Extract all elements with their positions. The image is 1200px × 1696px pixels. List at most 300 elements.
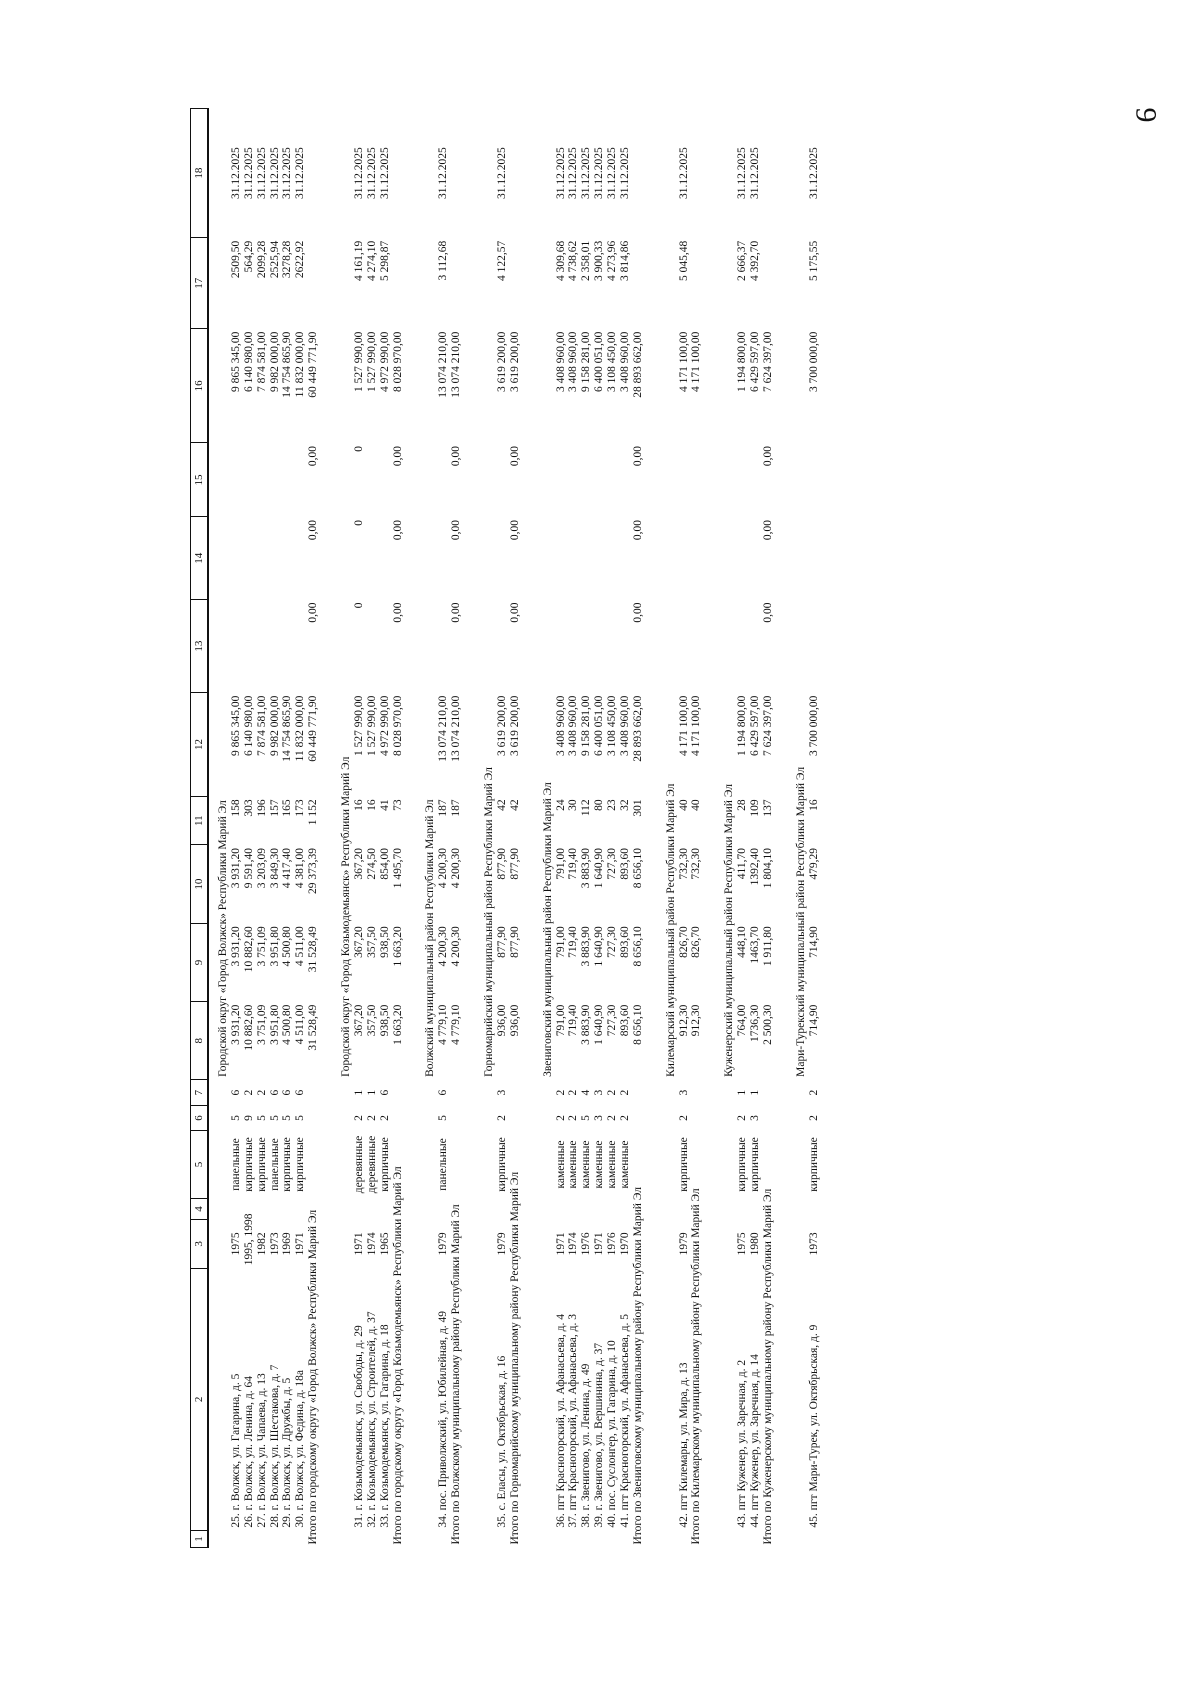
cell-col-2: 30. г. Волжск, ул. Федина, д. 18а: [294, 1369, 307, 1528]
cell-col-2: 41. пгт Красногорский, ул. Афанасьева, д. 5: [618, 1313, 631, 1528]
cell-col-13: [379, 600, 392, 693]
cell-col-5: кирпичные: [281, 1137, 294, 1192]
cell-col-2: 42. пгт Килемары, ул. Мира, д. 13: [677, 1362, 690, 1528]
cell-col-14: [230, 517, 243, 600]
cell-col-1: [281, 1531, 294, 1548]
cell-col-4: [567, 1198, 580, 1219]
cell-col-15: [555, 443, 568, 517]
cell-col-14: [281, 517, 294, 600]
cell-col-7: 3: [677, 1089, 690, 1096]
cell-col-11: 165: [281, 799, 294, 817]
cell-col-16: 9 982 000,00: [268, 331, 281, 393]
section-title: Звениговский муниципальный район Республики Марий Эл: [541, 782, 554, 1077]
cell-col-4: [379, 1198, 392, 1219]
cell-col-16: 8 028 970,00: [391, 331, 404, 393]
cell-col-6: 2: [677, 1115, 690, 1121]
cell-col-9: 3 751,09: [255, 926, 268, 967]
cell-col-14: [294, 517, 307, 600]
cell-col-6: 5: [268, 1115, 281, 1121]
cell-col-11: 28: [736, 799, 749, 811]
cell-col-11: 42: [508, 799, 521, 811]
cell-col-5: каменные: [593, 1140, 606, 1189]
cell-col-15: [243, 443, 256, 517]
cell-col-12: 14 754 865,90: [281, 695, 294, 762]
cell-col-12: 11 832 000,00: [294, 695, 307, 762]
cell-col-13: [294, 600, 307, 693]
cell-col-11: 16: [807, 799, 820, 811]
cell-col-5: каменные: [567, 1140, 580, 1189]
cell-col-9: 791,00: [554, 926, 567, 958]
cell-col-13: 0,00: [450, 602, 463, 623]
cell-col-5: панельные: [229, 1138, 242, 1191]
cell-col-1: [567, 1531, 580, 1548]
cell-col-5: каменные: [554, 1140, 567, 1189]
cell-col-3: 1980: [749, 1232, 761, 1256]
cell-col-10: 1 804,10: [761, 847, 774, 889]
column-header-5: 5: [191, 1131, 209, 1199]
cell-col-9: 1 911,80: [761, 926, 774, 967]
cell-col-9: 4 500,80: [281, 926, 294, 967]
cell-col-1: [243, 1531, 256, 1548]
cell-col-13: [437, 600, 450, 693]
cell-col-11: 1 152: [307, 799, 320, 826]
subtotal-label: Итого по Волжскому муниципальному району Республики Марий Эл: [450, 1204, 463, 1545]
column-header-12: 12: [191, 693, 209, 797]
cell-col-13: [736, 600, 749, 693]
cell-col-9: 877,90: [508, 926, 521, 958]
cell-col-12: 8 028 970,00: [391, 695, 404, 756]
cell-col-10: 4 417,40: [281, 847, 294, 889]
cell-col-11: 112: [580, 799, 593, 817]
section-title: Городской округ «Город Козьмодемьянск» Республики Марий Эл: [340, 756, 352, 1077]
cell-col-11: 40: [690, 799, 703, 811]
cell-col-6: 2: [352, 1115, 365, 1121]
cell-col-12: 9 982 000,00: [268, 695, 281, 756]
cell-col-14: [555, 517, 568, 600]
section-header-row: [715, 109, 736, 1548]
table-row: [230, 109, 243, 1548]
cell-col-5: кирпичные: [294, 1137, 307, 1192]
cell-col-13: 0,00: [391, 602, 404, 623]
cell-col-8: 3 931,20: [229, 1004, 242, 1045]
cell-col-15: [256, 443, 269, 517]
cell-col-12: 6 140 980,00: [242, 695, 255, 756]
cell-col-17: [450, 238, 475, 329]
column-header-14: 14: [191, 517, 209, 600]
cell-col-16: 4 171 100,00: [677, 331, 690, 393]
cell-col-15: [281, 443, 294, 517]
cell-col-2: 31. г. Козьмодемьянск, ул. Свободы, д. 29: [352, 1325, 365, 1528]
cell-col-15: [606, 443, 619, 517]
table-row: [580, 109, 593, 1548]
cell-col-15: 0,00: [631, 445, 644, 467]
cell-col-3: 1974: [567, 1232, 580, 1256]
cell-col-7: 4: [580, 1089, 593, 1096]
cell-col-10: 411,70: [736, 847, 749, 880]
cell-col-1: [366, 1531, 379, 1548]
subtotal-label: Итого по городскому округу «Город Козьмодемьянск» Республики Марий Эл: [391, 1166, 404, 1545]
cell-col-14: [678, 517, 691, 600]
cell-col-18: 31.12.2025: [618, 147, 631, 199]
cell-col-15: [593, 443, 606, 517]
cell-col-12: 9 158 281,00: [580, 695, 593, 756]
cell-col-15: [379, 443, 392, 517]
column-header-16: 16: [191, 329, 209, 443]
cell-col-14: [690, 517, 715, 600]
cell-col-5: кирпичные: [736, 1137, 749, 1192]
cell-col-5: панельные: [268, 1138, 281, 1191]
cell-col-6: 2: [606, 1115, 618, 1121]
cell-col-3: 1979: [677, 1232, 690, 1256]
cell-col-10: 727,30: [606, 847, 618, 880]
cell-col-8: 791,00: [554, 1004, 567, 1037]
cell-col-2: 45. пгт Мари-Турек, ул. Октябрьская, д. 9: [807, 1324, 820, 1528]
cell-col-12: 3 408 960,00: [567, 695, 580, 756]
cell-col-16: 4 972 990,00: [378, 331, 391, 393]
table-row: [496, 109, 509, 1548]
cell-col-3: 1975: [229, 1232, 242, 1256]
cell-col-12: 7 874 581,00: [255, 695, 268, 756]
cell-col-3: 1971: [352, 1232, 365, 1256]
cell-col-9: 714,90: [807, 926, 820, 958]
cell-col-14: 0,00: [307, 520, 320, 541]
cell-col-16: 3 619 200,00: [495, 331, 508, 393]
cell-col-13: [678, 600, 691, 693]
cell-col-16: 9 158 281,00: [580, 331, 593, 393]
cell-col-17: 2 358,01: [580, 240, 593, 281]
cell-col-18: [509, 109, 534, 238]
cell-col-5: кирпичные: [242, 1137, 255, 1192]
section-title: Куженерский муниципальный район Республики Марий Эл: [723, 783, 736, 1077]
cell-col-4: [294, 1198, 307, 1219]
cell-col-18: [392, 109, 417, 238]
cell-col-4: [269, 1198, 282, 1219]
cell-col-9: 719,40: [567, 926, 580, 958]
cell-col-7: 1: [365, 1089, 378, 1096]
cell-col-7: 1: [352, 1089, 365, 1096]
subtotal-row: [509, 109, 534, 1548]
cell-col-10: 3 931,20: [229, 847, 242, 889]
section-header-row: [332, 109, 353, 1548]
cell-col-5: кирпичные: [255, 1137, 268, 1192]
cell-col-5: кирпичные: [749, 1137, 761, 1192]
cell-col-5: каменные: [580, 1140, 593, 1189]
cell-col-6: 5: [437, 1115, 450, 1121]
cell-col-15: [294, 443, 307, 517]
cell-col-6: 5: [281, 1115, 294, 1121]
cell-col-4: [749, 1198, 762, 1219]
cell-col-16: 3 408 960,00: [554, 331, 567, 393]
cell-col-6: 2: [365, 1115, 378, 1121]
cell-col-8: 912,30: [677, 1004, 690, 1037]
column-header-2: 2: [191, 1268, 209, 1530]
cell-col-1: [678, 1531, 691, 1548]
cell-col-8: 367,20: [352, 1004, 365, 1037]
cell-col-5: кирпичные: [677, 1137, 690, 1192]
cell-col-17: 5 298,87: [378, 240, 391, 281]
cell-col-16: 11 832 000,00: [294, 331, 307, 398]
cell-col-12: 4 972 990,00: [378, 695, 391, 756]
column-header-9: 9: [191, 923, 209, 1001]
cell-col-1: [230, 1531, 243, 1548]
cell-col-17: 2622,92: [294, 240, 307, 279]
cell-col-1: [808, 1531, 821, 1548]
cell-col-16: 3 619 200,00: [508, 331, 521, 393]
cell-col-10: 1 640,90: [593, 847, 606, 889]
cell-col-10: 9 591,40: [242, 847, 255, 889]
cell-col-3: 1979: [495, 1232, 508, 1256]
table-row: [555, 109, 568, 1548]
cell-col-7: 1: [749, 1089, 761, 1096]
cell-col-12: 9 865 345,00: [229, 695, 242, 756]
cell-col-15: [619, 443, 632, 517]
cell-col-5: каменные: [606, 1140, 618, 1189]
cell-col-17: 5 175,55: [807, 240, 820, 281]
cell-col-2: 38. г. Звенигово, ул. Ленина, д. 49: [580, 1363, 593, 1528]
cell-col-15: [736, 443, 749, 517]
cell-col-12: 1 194 800,00: [736, 695, 749, 756]
cell-col-14: 0,00: [631, 520, 644, 541]
cell-col-6: 5: [580, 1115, 593, 1121]
cell-col-12: 13 074 210,00: [450, 695, 463, 762]
cell-col-15: [567, 443, 580, 517]
cell-col-2: 26. г. Волжск, ул. Ленина, д. 64: [242, 1375, 255, 1528]
cell-col-5: кирпичные: [807, 1137, 820, 1192]
cell-col-12: 1 527 990,00: [365, 695, 378, 756]
cell-col-1: [437, 1531, 450, 1548]
cell-col-4: [736, 1198, 749, 1219]
cell-col-8: 1 640,90: [593, 1004, 606, 1045]
cell-col-16: 3 408 960,00: [618, 331, 631, 393]
cell-col-12: 1 527 990,00: [352, 695, 365, 756]
cell-col-14: [619, 517, 632, 600]
cell-col-17: 3 814,86: [618, 240, 631, 281]
cell-col-16: 13 074 210,00: [450, 331, 463, 398]
cell-col-8: 1736,30: [749, 1004, 761, 1042]
cell-col-17: [762, 238, 787, 329]
cell-col-10: 367,20: [352, 847, 365, 880]
cell-col-7: 3: [495, 1089, 508, 1096]
cell-col-8: 4 500,80: [281, 1004, 294, 1045]
table-row: [294, 109, 307, 1548]
cell-col-11: 32: [618, 799, 631, 811]
cell-col-2: 29. г. Волжск, ул. Дружбы, д. 5: [281, 1377, 294, 1528]
cell-col-17: [509, 238, 534, 329]
cell-col-8: 936,00: [495, 1004, 508, 1037]
cell-col-17: 4 738,62: [567, 240, 580, 281]
cell-col-9: 448,10: [736, 926, 749, 958]
cell-col-13: [567, 600, 580, 693]
cell-col-17: 4 274,10: [365, 240, 378, 281]
cell-col-16: 7 874 581,00: [255, 331, 268, 393]
cell-col-11: 80: [593, 799, 606, 811]
cell-col-13: [243, 600, 256, 693]
cell-col-13: 0,00: [307, 602, 320, 623]
cell-col-6: 2: [567, 1115, 580, 1121]
cell-col-15: [580, 443, 593, 517]
cell-col-8: 8 656,10: [631, 1004, 644, 1045]
cell-col-9: 4 511,00: [294, 926, 307, 967]
cell-col-8: 3 751,09: [255, 1004, 268, 1045]
cell-col-3: 1982: [255, 1232, 268, 1256]
cell-col-7: 2: [242, 1089, 255, 1096]
cell-col-13: [281, 600, 294, 693]
cell-col-11: 30: [567, 799, 580, 811]
cell-col-14: [580, 517, 593, 600]
cell-col-18: 31.12.2025: [255, 147, 268, 199]
cell-col-17: 4 392,70: [749, 240, 761, 281]
cell-col-9: 4 200,30: [450, 926, 463, 967]
cell-col-16: 6 140 980,00: [242, 331, 255, 393]
table-row: [366, 109, 379, 1548]
cell-col-8: 938,50: [378, 1004, 391, 1037]
cell-col-18: 31.12.2025: [242, 147, 255, 199]
cell-col-4: [437, 1198, 450, 1219]
cell-col-16: 14 754 865,90: [281, 331, 294, 398]
column-header-18: 18: [191, 109, 209, 238]
cell-col-10: 29 373,39: [307, 847, 320, 894]
cell-col-14: 0: [352, 520, 365, 526]
cell-col-16: 3 408 960,00: [567, 331, 580, 393]
cell-col-6: 2: [378, 1115, 391, 1121]
cell-col-15: 0,00: [391, 445, 404, 467]
cell-col-8: 1 663,20: [391, 1004, 404, 1045]
cell-col-11: 42: [495, 799, 508, 811]
cell-col-15: [366, 443, 379, 517]
subtotal-label: Итого по Куженерскому муниципальному району Республики Марий Эл: [761, 1188, 774, 1545]
cell-col-1: [619, 1531, 632, 1548]
cell-col-18: 31.12.2025: [593, 147, 606, 199]
cell-col-8: 714,90: [807, 1004, 820, 1037]
cell-col-5: кирпичные: [378, 1137, 391, 1192]
table-row: [593, 109, 606, 1548]
cell-col-7: 6: [378, 1089, 391, 1096]
cell-col-2: 36. пгт Красногорский, ул. Афанасьева, д. 4: [554, 1313, 567, 1528]
cell-col-17: 2099,28: [255, 240, 268, 279]
cell-col-16: 4 171 100,00: [690, 331, 703, 393]
cell-col-9: 367,20: [352, 926, 365, 958]
cell-col-5: деревянные: [365, 1135, 378, 1194]
cell-col-12: 3 108 450,00: [606, 695, 618, 756]
cell-col-11: 173: [294, 799, 307, 817]
cell-col-2: 43. пгт Куженер, ул. Заречная, д. 2: [736, 1359, 749, 1528]
cell-col-6: 2: [736, 1115, 749, 1121]
subtotal-label: Итого по городскому округу «Город Волжск» Республики Марий Эл: [307, 1209, 320, 1545]
cell-col-8: 764,00: [736, 1004, 749, 1037]
cell-col-14: 0,00: [761, 520, 774, 541]
subtotal-label: Итого по Килемарскому муниципальному району Республики Марий Эл: [690, 1188, 703, 1545]
cell-col-10: 8 656,10: [631, 847, 644, 889]
cell-col-11: 187: [437, 799, 450, 817]
cell-col-6: 5: [255, 1115, 268, 1121]
cell-col-17: 2509,50: [229, 240, 242, 279]
cell-col-13: 0,00: [631, 602, 644, 623]
cell-col-18: [632, 109, 657, 238]
cell-col-1: [555, 1531, 568, 1548]
cell-col-4: [808, 1198, 821, 1219]
column-header-15: 15: [191, 443, 209, 517]
cell-col-15: 0: [352, 445, 365, 452]
cell-col-9: 8 656,10: [631, 926, 644, 967]
cell-col-8: 357,50: [365, 1004, 378, 1037]
cell-col-18: 31.12.2025: [554, 147, 567, 199]
cell-col-4: [230, 1198, 243, 1219]
cell-col-18: 31.12.2025: [677, 147, 690, 199]
cell-col-14: [736, 517, 749, 600]
cell-col-11: 301: [631, 799, 644, 817]
cell-col-17: [632, 238, 657, 329]
cell-col-9: 826,70: [690, 926, 703, 958]
cell-col-14: 0,00: [450, 520, 463, 541]
section-header-row: [416, 109, 437, 1548]
cell-col-5: кирпичные: [495, 1137, 508, 1192]
cell-col-15: 0,00: [761, 445, 774, 467]
subtotal-row: [762, 109, 787, 1548]
table-row: [678, 109, 691, 1548]
cell-col-10: 732,30: [690, 847, 703, 880]
cell-col-16: 1 527 990,00: [365, 331, 378, 393]
cell-col-18: 31.12.2025: [736, 147, 749, 199]
cell-col-2: 28. г. Волжск, ул. Шестакова, д. 7: [268, 1364, 281, 1528]
cell-col-10: 1392,40: [749, 847, 761, 886]
cell-col-6: 2: [807, 1115, 820, 1121]
cell-col-10: 854,00: [378, 847, 391, 880]
cell-col-12: 3 619 200,00: [508, 695, 521, 756]
cell-col-14: [366, 517, 379, 600]
cell-col-4: [606, 1198, 619, 1219]
cell-col-17: 3278,28: [281, 240, 294, 279]
cell-col-10: 4 381,00: [294, 847, 307, 889]
cell-col-3: 1974: [365, 1232, 378, 1256]
cell-col-7: 6: [437, 1089, 450, 1096]
cell-col-18: [450, 109, 475, 238]
table-row: [437, 109, 450, 1548]
cell-col-18: 31.12.2025: [437, 147, 450, 199]
cell-col-4: [281, 1198, 294, 1219]
cell-col-2: 34. пос. Приволжский, ул. Юбилейная, д. 49: [437, 1310, 450, 1528]
cell-col-11: 24: [554, 799, 567, 811]
cell-col-8: 936,00: [508, 1004, 521, 1037]
cell-col-3: 1971: [554, 1232, 567, 1256]
cell-col-12: 4 171 100,00: [677, 695, 690, 756]
cell-col-13: [230, 600, 243, 693]
cell-col-7: 6: [268, 1089, 281, 1096]
cell-col-11: 196: [255, 799, 268, 817]
section-title: Мари-Турекский муниципальный район Республики Марий Эл: [794, 766, 807, 1077]
cell-col-18: 31.12.2025: [294, 147, 307, 199]
subtotal-row: [392, 109, 417, 1548]
cell-col-11: 16: [352, 799, 365, 811]
cell-col-11: 137: [761, 799, 774, 817]
cell-col-16: 7 624 397,00: [761, 331, 774, 393]
cell-col-17: 4 161,19: [352, 240, 365, 281]
cell-col-17: [690, 238, 715, 329]
cell-col-6: 9: [242, 1115, 255, 1121]
cell-col-17: 5 045,48: [677, 240, 690, 281]
cell-col-11: 73: [391, 799, 404, 811]
section-title: Горномарийский муниципальный район Республики Марий Эл: [483, 767, 495, 1077]
cell-col-9: 3 951,80: [268, 926, 281, 967]
cell-col-16: 3 108 450,00: [606, 331, 618, 393]
cell-col-10: 877,90: [508, 847, 521, 880]
cell-col-8: 4 511,00: [294, 1004, 307, 1045]
column-header-13: 13: [191, 600, 209, 693]
cell-col-2: 25. г. Волжск, ул. Гагарина, д. 5: [229, 1373, 242, 1528]
column-header-8: 8: [191, 1002, 209, 1080]
cell-col-3: 1973: [268, 1232, 281, 1256]
cell-col-13: [606, 600, 619, 693]
cell-col-10: 274,50: [365, 847, 378, 880]
